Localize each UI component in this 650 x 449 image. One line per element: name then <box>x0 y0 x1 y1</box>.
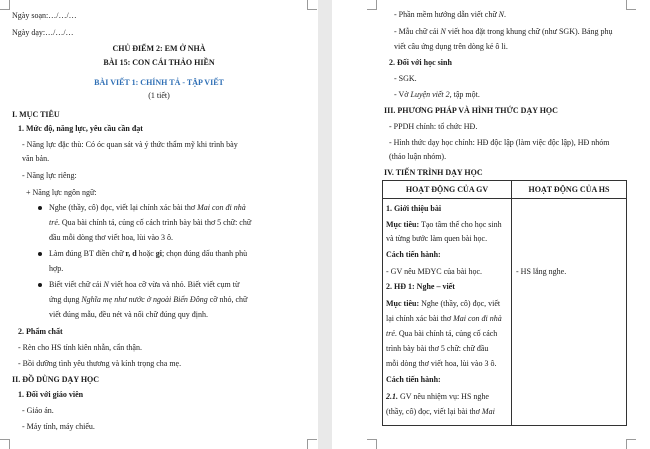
gv-neu-mdyc: - GV nêu MĐYC của bài học. <box>386 267 483 276</box>
crop-mark-top-right <box>626 0 636 10</box>
giao-an: - Giáo án. <box>22 406 54 415</box>
sgk: - SGK. <box>394 74 417 83</box>
crop-mark-bottom-right <box>307 439 317 449</box>
muc-tieu-1-line1: Mục tiêu: Tạo tâm thế cho học sinh <box>386 220 502 229</box>
gioi-thieu-bai: 1. Giới thiệu bài <box>386 204 442 213</box>
document-page-left <box>0 0 318 449</box>
nang-luc-ngon-ngu: + Năng lực ngôn ngữ: <box>26 188 97 197</box>
muc-tieu-2-line2: lại chính xác bài thơ Mai con đi nhà <box>386 314 502 323</box>
nang-luc-rieng: - Năng lực riêng: <box>22 171 77 180</box>
pham-chat-2: - Bồi dưỡng tình yêu thương và kính trọng cha mẹ. <box>18 359 182 368</box>
may-tinh: - Máy tính, máy chiếu. <box>22 422 95 431</box>
hinh-thuc-line1: - Hình thức dạy học chính: HĐ độc lập (làm việc độc lập), HĐ nhóm <box>389 138 610 147</box>
bai-viet-title: BÀI VIẾT 1: CHÍNH TẢ - TẬP VIẾT <box>94 78 224 87</box>
section-phuong-phap: III. PHƯƠNG PHÁP VÀ HÌNH THỨC DẠY HỌC <box>384 106 558 115</box>
subsection-hoc-sinh: 2. Đối với học sinh <box>389 58 452 67</box>
muc-tieu-2-line4: trình bày bài thơ 5 chữ: chữ đầu <box>386 344 489 353</box>
bullet-3-line1: Biết viết chữ cái N viết hoa cỡ vừa và nhỏ. Biết viết cụm từ <box>49 280 240 289</box>
muc-tieu-2-line1: Mục tiêu: Nghe (thầy, cô) đọc, viết <box>386 299 501 308</box>
muc-tieu-2-line3: trẻ. Qua bài chính tả, củng cố cách <box>386 329 498 338</box>
crop-mark-top-right <box>307 0 317 10</box>
mau-chu-line1: - Mẫu chữ cái N viết hoa đặt trong khung chữ (như SGK). Bảng phụ <box>394 27 613 36</box>
lesson-table <box>382 180 627 426</box>
crop-mark-top-left <box>367 0 377 10</box>
muc-tieu-2-line5: mỗi dòng thơ viết hoa, lùi vào 3 ô. <box>386 359 497 368</box>
bullet-2-line1: Làm đúng BT điền chữ r, d hoặc gi; chọn đúng dấu thanh phù <box>49 249 248 258</box>
table-header-gv: HOẠT ĐỘNG CỦA GV <box>405 185 489 194</box>
bullet-1-line2: trẻ. Qua bài chính tả, củng cố cách trình bày bài thơ 5 chữ: chữ <box>49 218 252 227</box>
ngay-day: Ngày dạy:…/…/… <box>12 28 74 37</box>
bullet-1-line1: Nghe (thầy, cô) đọc, viết lại chính xác bài thơ Mai con đi nhà <box>49 203 246 212</box>
section-muc-tieu: I. MỤC TIÊU <box>12 110 60 119</box>
cach-tien-hanh-1: Cách tiến hành: <box>386 250 441 259</box>
table-column-divider <box>511 181 512 425</box>
bullet-3-line3: viết đúng mẫu, đều nét và nối chữ đúng quy định. <box>49 310 208 319</box>
buoc-2-1-line2: (thầy, cô) đọc, viết lại bài thơ Mai <box>386 407 495 416</box>
hd1-nghe-viet: 2. HĐ 1: Nghe – viết <box>386 282 455 291</box>
bullet-2 <box>38 252 42 256</box>
table-header-divider <box>383 198 626 199</box>
bai-title: BÀI 15: CON CÁI THẢO HIỀN <box>103 58 215 67</box>
crop-mark-bottom-right <box>626 439 636 449</box>
subsection-pham-chat: 2. Phẩm chất <box>18 327 63 336</box>
mau-chu-line2: viết câu ứng dụng trên dòng kẻ ô li. <box>394 42 508 51</box>
bullet-3-line2: ứng dụng Nghĩa mẹ như nước ở ngoài Biển Đông cỡ nhỏ, chữ <box>49 295 248 304</box>
section-do-dung: II. ĐỒ DÙNG DẠY HỌC <box>12 375 100 384</box>
buoc-2-1-line1: 2.1. GV nêu nhiệm vụ: HS nghe <box>386 392 489 401</box>
subsection-giao-vien: 1. Đối với giáo viên <box>18 390 84 399</box>
hs-lang-nghe: - HS lắng nghe. <box>516 267 567 276</box>
ngay-soan: Ngày soạn:…/…/… <box>12 11 77 20</box>
pham-chat-1: - Rèn cho HS tính kiên nhẫn, cẩn thận. <box>18 343 142 352</box>
subsection-nang-luc: 1. Mức độ, năng lực, yêu cầu cần đạt <box>18 124 143 133</box>
crop-mark-bottom-left <box>0 439 10 449</box>
bullet-1 <box>38 206 42 210</box>
muc-tieu-1-line2: và từng bước làm quen bài học. <box>386 234 488 243</box>
so-tiet: (1 tiết) <box>148 91 170 100</box>
vo-luyen-viet: - Vở Luyện viết 2, tập một. <box>394 90 480 99</box>
nang-luc-dac-thu-line1: - Năng lực đặc thù: Có óc quan sát và ý thức thẩm mỹ khi trình bày <box>22 140 238 149</box>
document-page-right <box>332 0 650 449</box>
section-tien-trinh: IV. TIẾN TRÌNH DẠY HỌC <box>384 168 483 177</box>
chu-diem-title: CHỦ ĐIỂM 2: EM Ở NHÀ <box>112 44 206 53</box>
hinh-thuc-line2: (thảo luận nhóm). <box>389 152 447 161</box>
table-header-hs: HOẠT ĐỘNG CỦA HS <box>528 185 610 194</box>
crop-mark-bottom-left <box>367 439 377 449</box>
crop-mark-top-left <box>0 0 10 10</box>
phan-mem-line: - Phần mềm hướng dẫn viết chữ N. <box>394 10 507 19</box>
bullet-2-line2: hợp. <box>49 264 64 273</box>
ppdh: - PPDH chính: tổ chức HĐ. <box>389 122 478 131</box>
bullet-3 <box>38 283 42 287</box>
bullet-1-line3: đầu mỗi dòng thơ viết hoa, lùi vào 3 ô. <box>49 233 173 242</box>
nang-luc-dac-thu-line2: văn bản. <box>22 154 50 163</box>
cach-tien-hanh-2: Cách tiến hành: <box>386 375 441 384</box>
